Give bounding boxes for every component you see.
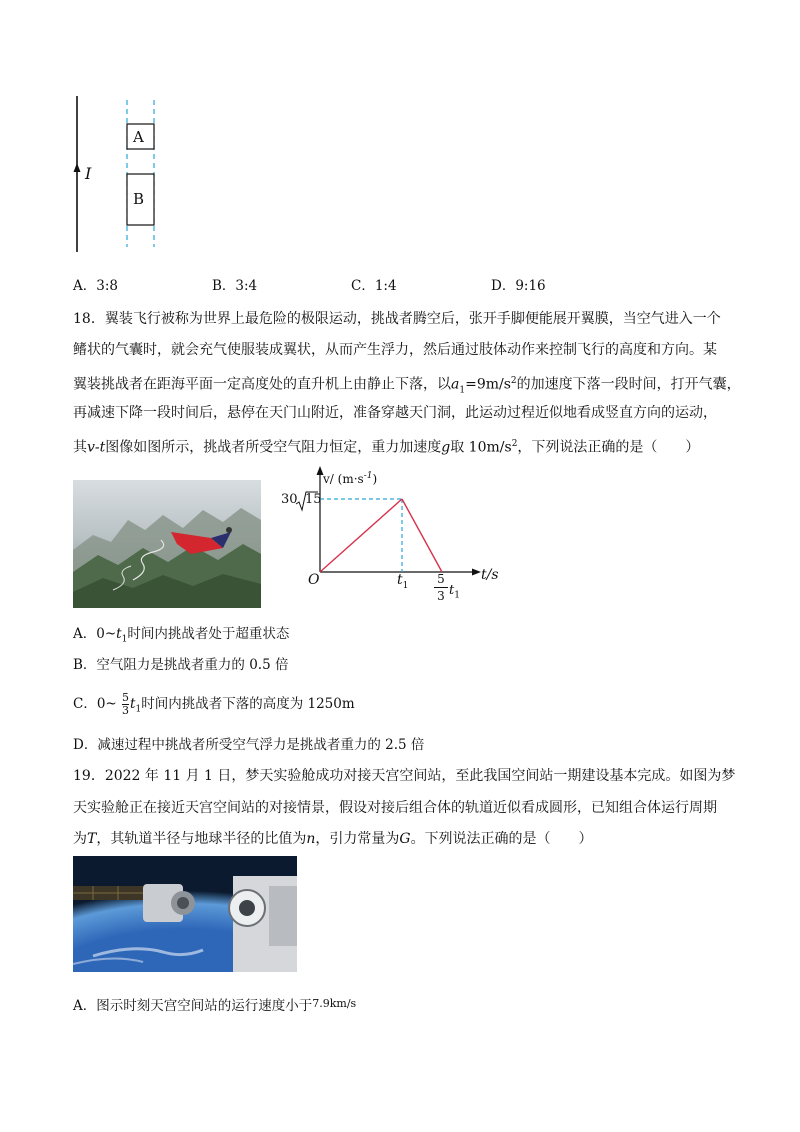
graph-origin: O xyxy=(308,572,320,588)
wingsuit-photo xyxy=(73,480,261,608)
box-a-label: A xyxy=(133,128,144,146)
graph-y-axis-label: v/ $(m\cdot s^{-1})$ xyxy=(323,471,378,486)
q18-option-b: B．空气阻力是挑战者重力的 0.5 倍 xyxy=(73,657,289,673)
graph-t1-label: $t_1$ xyxy=(397,572,409,591)
q18-option-a: A．$0\sim t_1$时间内挑战者处于超重状态 xyxy=(73,626,290,645)
q17-option-b: B．3:4 xyxy=(212,278,258,294)
q19-line-2: 天实验舱正在接近天宫空间站的对接情景，假设对接后组合体的轨道近似看成圆形，已知组合体运行周期 xyxy=(73,800,717,816)
current-label: I xyxy=(85,164,92,183)
graph-end-fraction: 5 3 xyxy=(434,572,448,603)
q19-line-1: 19．2022 年 11 月 1 日，梦天实验舱成功对接天宫空间站，至此我国空间站一期建设基本完成。如图为梦 xyxy=(73,768,736,784)
graph-peak-coef: 30 xyxy=(281,492,298,507)
q18-option-d: D．减速过程中挑战者所受空气浮力是挑战者重力的 2.5 倍 xyxy=(73,737,425,753)
q18-line-1: 18．翼装飞行被称为世界上最危险的极限运动，挑战者腾空后，张开手脚便能展开翼膜，当空气进入一个 xyxy=(73,311,721,327)
q18-option-c: C．0~ $\frac{5}{3}$ $t_1$时间内挑战者下落的高度为 1250m xyxy=(73,691,355,717)
station-core-icon xyxy=(229,876,297,972)
wire-figure xyxy=(60,92,180,257)
space-station-photo xyxy=(73,856,297,972)
q17-option-a: A．3:8 xyxy=(73,278,118,294)
solar-panel-icon xyxy=(73,886,143,900)
graph-end-t: $t_1$ xyxy=(449,583,460,601)
q19-option-a: A．图示时刻天宫空间站的运行速度小于$^{7.9km/s}$ xyxy=(73,997,357,1014)
vt-graph xyxy=(270,462,510,612)
graph-x-axis-label: t/s xyxy=(481,567,499,583)
graph-peak-root: 15 xyxy=(305,492,322,507)
x-axis-arrow-icon xyxy=(472,569,481,576)
q18-line-3: 翼装挑战者在距海平面一定高度处的直升机上由静止下落，以$a_1=9m/s^2$的加速度下落一段时间，打开气囊， xyxy=(73,376,741,396)
q18-line-5: 其v-t图像如图所示，挑战者所受空气阻力恒定，重力加速度g取 $10m/s^2$，下列说法正确的是（ ） xyxy=(73,439,700,456)
q17-option-c: C．1:4 xyxy=(351,278,397,294)
q19-line-3: 为T，其轨道半径与地球半径的比值为n，引力常量为G。下列说法正确的是（ ） xyxy=(73,831,593,847)
q17-option-d: D．9:16 xyxy=(491,278,546,294)
box-b-label: B xyxy=(133,190,145,208)
q18-line-2: 鳍状的气囊时，就会充气使服装成翼状，从而产生浮力，然后通过肢体动作来控制飞行的高度和方向。某 xyxy=(73,342,717,358)
q18-line-4: 再减速下降一段时间后，悬停在天门山附近，准备穿越天门洞，此运动过程近似地看成竖直方向的运动， xyxy=(73,405,717,421)
